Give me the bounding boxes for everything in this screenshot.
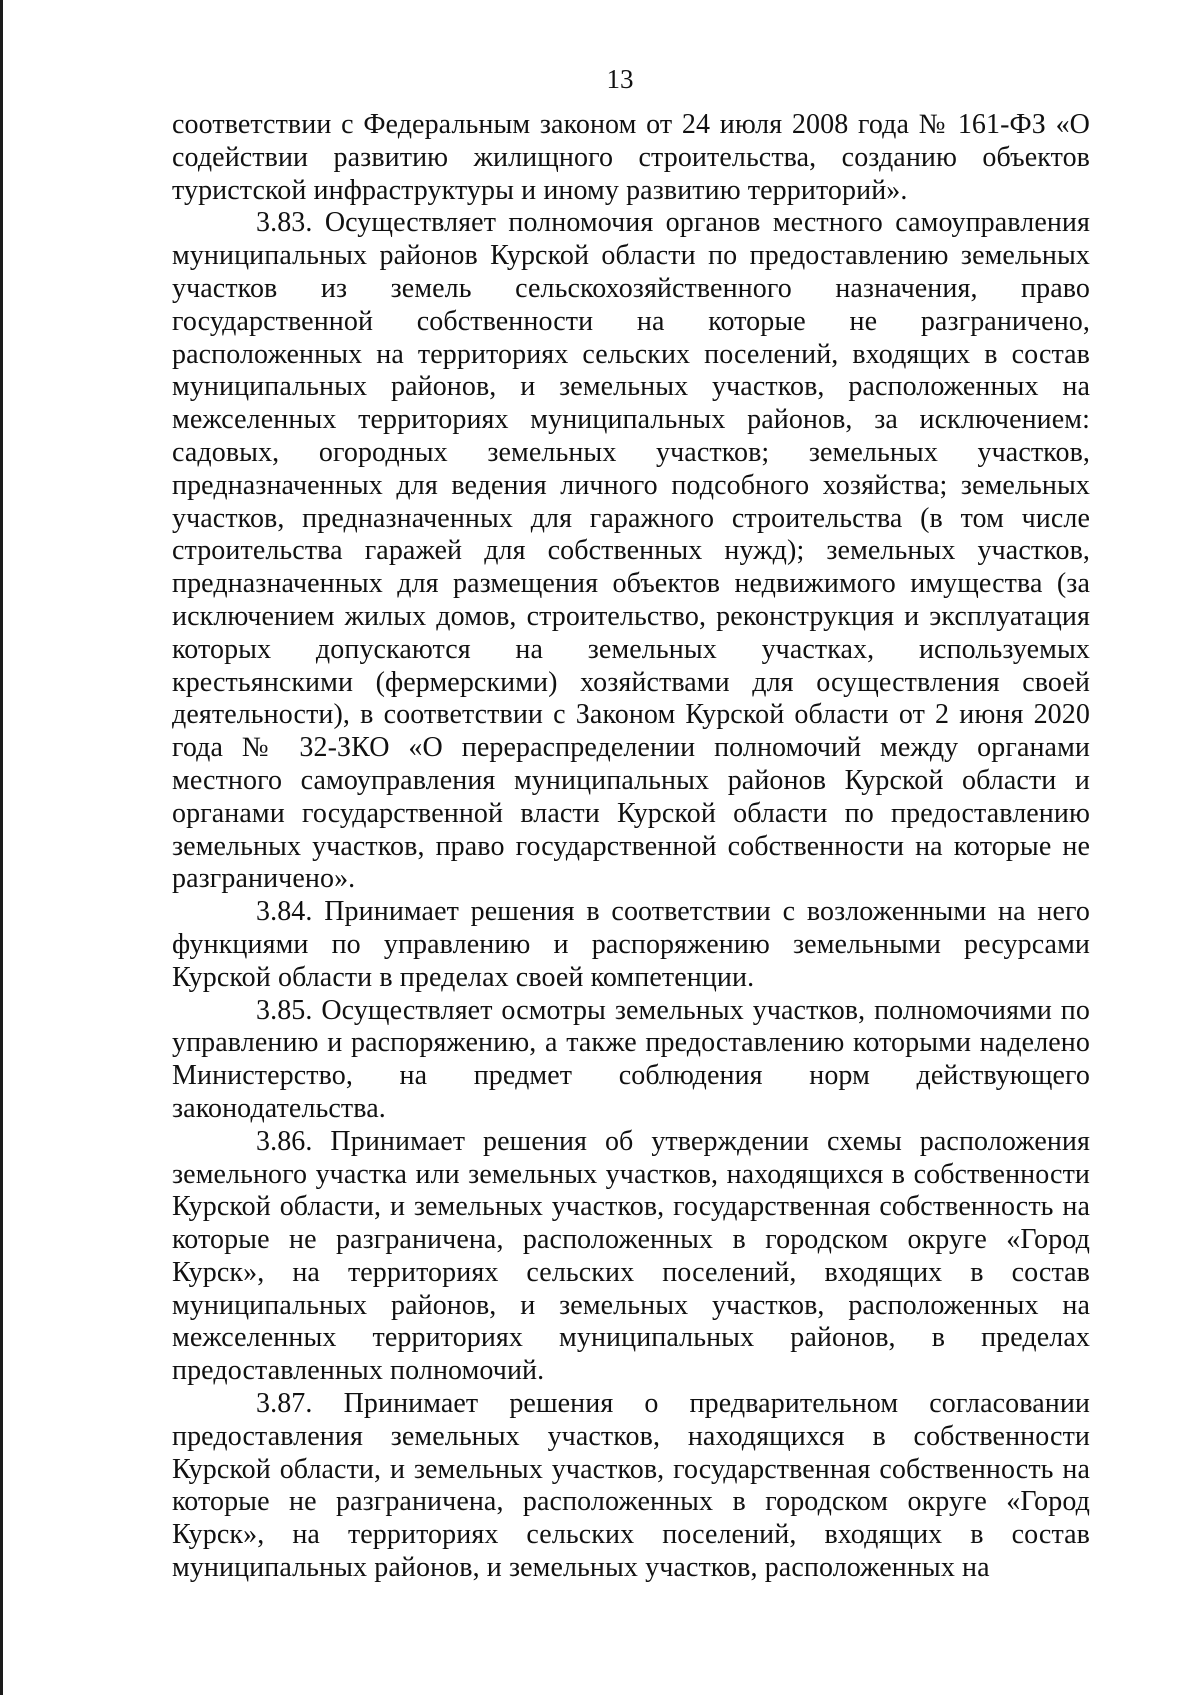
paragraph-3-85: 3.85. Осуществляет осмотры земельных участков, полномочиями по управлению и распоряжению, а также предоставлению которыми наделено Министерство, на предмет соблюдения норм действующего законодательства. — [172, 994, 1090, 1124]
paragraph-continuation: соответствии с Федеральным законом от 24 июля 2008 года № 161-ФЗ «О содействии развитию жилищного строительства, созданию объектов туристской инфраструктуры и иному развитию территорий». — [172, 109, 1090, 206]
paragraph-3-87: 3.87. Принимает решения о предварительном согласовании предоставления земельных участков, находящихся в собственности Курской области, и земельных участков, государственная собственность на которые не разграничена, расположенных в городском округе «Город Курск», на территориях сельских поселений, входящих в состав муниципальных районов, и земельных участков, расположенных на — [172, 1388, 1090, 1584]
paragraph-3-84: 3.84. Принимает решения в соответствии с возложенными на него функциями по управлению и распоряжению земельными ресурсами Курской области в пределах своей компетенции. — [172, 896, 1090, 993]
paragraph-3-83: 3.83. Осуществляет полномочия органов местного самоуправления муниципальных районов Курской области по предоставлению земельных участков из земель сельскохозяйственного назначения, право государственной собственности на которые не разграничено, расположенных на территориях сельских поселений, входящих в состав муниципальных районов, и земельных участков, расположенных на межселенных территориях муниципальных районов, за исключением: садовых, огородных земельных участков; земельных участков, предназначенных для ведения личного подсобного хозяйства; земельных участков, предназначенных для гаражного строительства (в том числе строительства гаражей для собственных нужд); земельных участков, предназначенных для размещения объектов недвижимого имущества (за исключением жилых домов, строительство, реконструкция и эксплуатация которых допускаются на земельных участках, используемых крестьянскими (фермерскими) хозяйствами для осуществления своей деятельности), в соответствии с Законом Курской области от 2 июня 2020 года № 32-ЗКО «О перераспределении полномочий между органами местного самоуправления муниципальных районов Курской области и органами государственной власти Курской области по предоставлению земельных участков, право государственной собственности на которые не разграничено». — [172, 207, 1090, 895]
paragraph-3-86: 3.86. Принимает решения об утверждении схемы расположения земельного участка или земельных участков, находящихся в собственности Курской области, и земельных участков, государственная собственность на которые не разграничена, расположенных в городском округе «Город Курск», на территориях сельских поселений, входящих в состав муниципальных районов, и земельных участков, расположенных на межселенных территориях муниципальных районов, в пределах предоставленных полномочий. — [172, 1125, 1090, 1387]
document-body — [172, 109, 1090, 1585]
scan-edge-line — [0, 0, 3, 1695]
page-number: 13 — [606, 64, 634, 94]
